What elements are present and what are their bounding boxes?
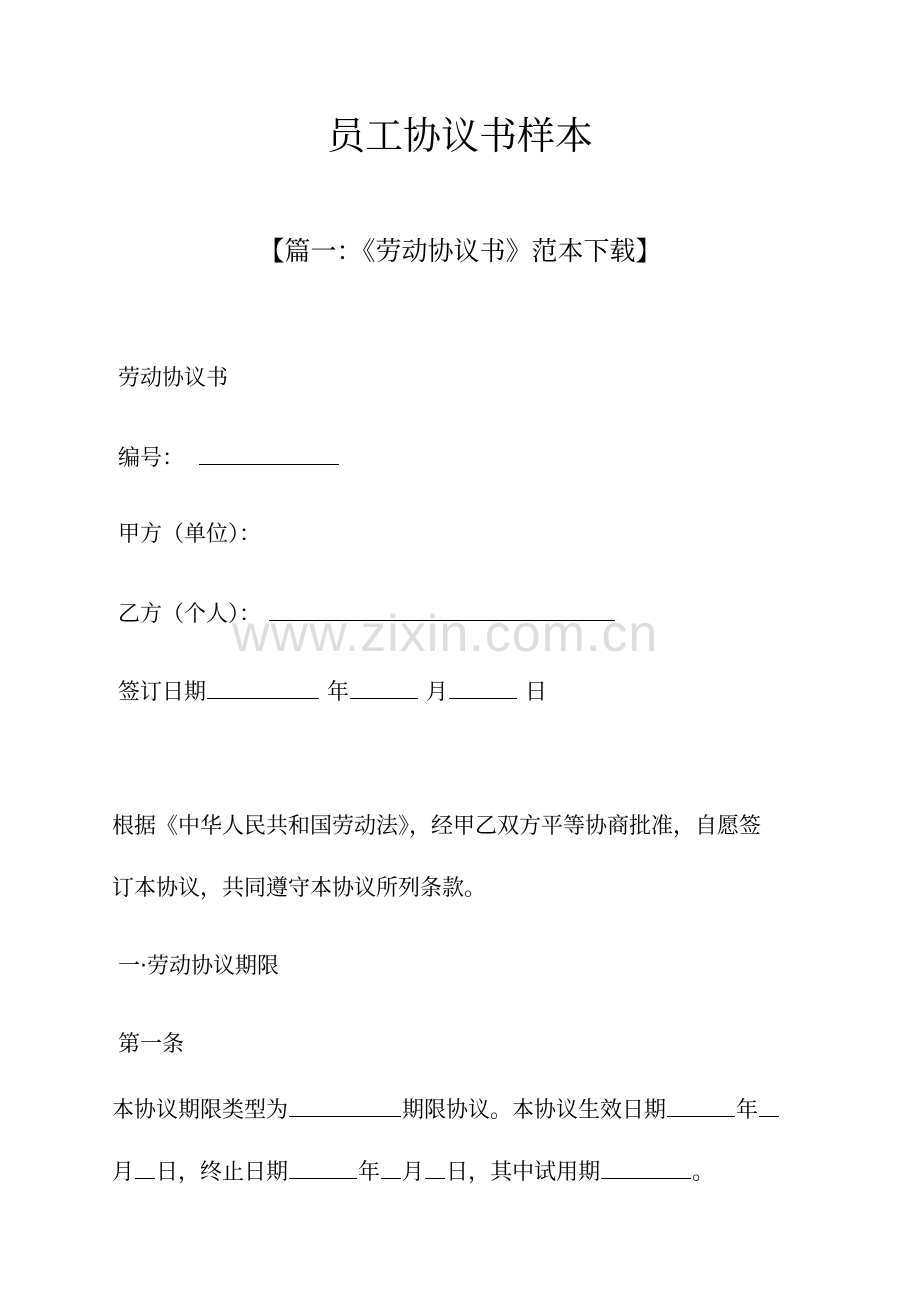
article-1-probation-label: 日，其中试用期 (446, 1160, 601, 1185)
term-type-blank (289, 1094, 401, 1117)
preamble-line-2: 订本协议，共同遵守本协议所列条款。 (112, 876, 487, 901)
article-1-line-1 (112, 1094, 780, 1126)
end-month-unit: 月 (402, 1160, 425, 1185)
party-a-label: 甲方（单位）： (118, 522, 262, 547)
sign-date-row (118, 676, 547, 708)
sign-day-blank (449, 676, 517, 699)
end-month-blank (381, 1156, 401, 1179)
effective-month-unit: 月 (112, 1160, 135, 1185)
sign-month-blank (350, 676, 418, 699)
contract-heading: 劳动协议书 (118, 366, 229, 391)
effective-year-unit: 年 (736, 1098, 759, 1123)
sign-year-unit: 年 (327, 680, 350, 705)
article-1-type-label: 本协议期限类型为 (112, 1098, 289, 1123)
document-subtitle: 【篇一：《劳动协议书》范本下载】 (258, 237, 662, 267)
end-year-blank (289, 1156, 357, 1179)
sign-date-label: 签订日期 (118, 680, 207, 705)
article-1-period: 。 (692, 1160, 715, 1185)
watermark: www.zixin.com.cn (232, 605, 659, 663)
end-year-unit: 年 (358, 1160, 381, 1185)
effective-month-blank (759, 1094, 779, 1117)
document-title: 员工协议书样本 (326, 114, 593, 158)
article-1-end-label: 日，终止日期 (156, 1160, 289, 1185)
number-label: 编号： (118, 446, 185, 471)
probation-blank (601, 1156, 691, 1179)
sign-day-unit: 日 (525, 680, 548, 705)
article-1-line-2 (112, 1156, 714, 1188)
section-1-heading: 一·劳动协议期限 (118, 954, 279, 979)
party-b-blank (269, 598, 615, 621)
effective-day-blank (135, 1156, 155, 1179)
party-b-label: 乙方（个人）： (118, 602, 262, 627)
effective-year-blank (667, 1094, 735, 1117)
sign-year-blank (207, 676, 319, 699)
number-blank (199, 442, 339, 465)
party-a-row (118, 520, 261, 550)
article-1-effective-label: 期限协议。本协议生效日期 (402, 1098, 667, 1123)
party-b-row (118, 598, 616, 630)
end-day-blank (425, 1156, 445, 1179)
article-1-heading: 第一条 (118, 1032, 185, 1057)
preamble-line-1: 根据《中华人民共和国劳动法》，经甲乙双方平等协商批准，自愿签 (112, 814, 762, 839)
number-row (118, 442, 340, 474)
sign-month-unit: 月 (426, 680, 449, 705)
